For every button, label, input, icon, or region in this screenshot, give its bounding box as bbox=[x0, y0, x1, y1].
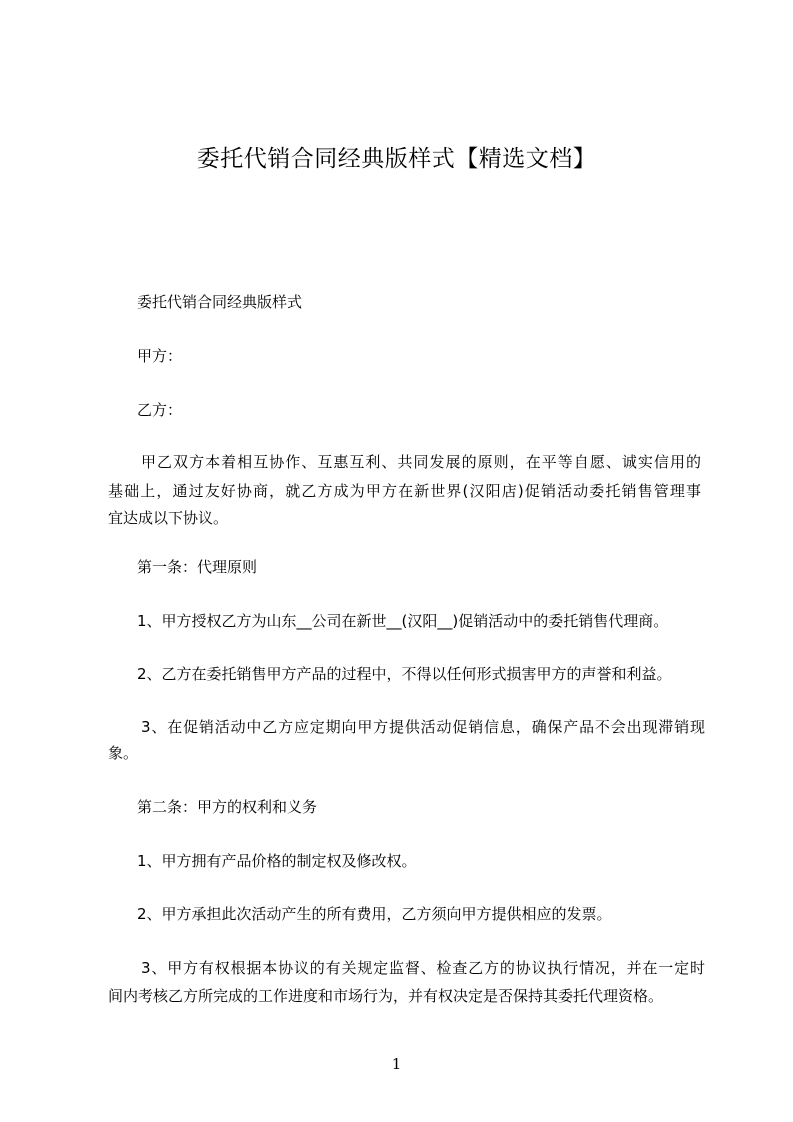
article-1-item-3-line-1: 3、在促销活动中乙方应定期向甲方提供活动促销信息，确保产品不会出现滞销现 bbox=[141, 718, 705, 736]
article-1-item-1: 1、甲方授权乙方为山东__公司在新世__(汉阳__)促销活动中的委托销售代理商。 bbox=[137, 612, 669, 630]
party-b-label: 乙方： bbox=[137, 401, 183, 419]
party-a-label: 甲方： bbox=[137, 347, 183, 365]
intro-line-3: 宜达成以下协议。 bbox=[108, 509, 229, 527]
article-2-item-3-line-2: 间内考核乙方所完成的工作进度和市场行为，并有权决定是否保持其委托代理资格。 bbox=[108, 987, 664, 1005]
article-1-item-2: 2、乙方在委托销售甲方产品的过程中，不得以任何形式损害甲方的声誉和利益。 bbox=[137, 665, 672, 683]
intro-line-1: 甲乙双方本着相互协作、互惠互利、共同发展的原则，在平等自愿、诚实信用的 bbox=[141, 453, 701, 471]
page-number: 1 bbox=[391, 1055, 402, 1073]
article-1-item-3-line-2: 象。 bbox=[108, 744, 139, 762]
document-title: 委托代销合同经典版样式【精选文档】 bbox=[196, 146, 597, 172]
article-2-heading: 第二条：甲方的权利和义务 bbox=[137, 798, 318, 816]
article-2-item-1: 1、甲方拥有产品价格的制定权及修改权。 bbox=[137, 852, 417, 870]
article-2-item-2: 2、甲方承担此次活动产生的所有费用，乙方须向甲方提供相应的发票。 bbox=[137, 905, 612, 923]
article-2-item-3-line-1: 3、甲方有权根据本协议的有关规定监督、检查乙方的协议执行情况，并在一定时 bbox=[141, 959, 705, 977]
contract-subtitle: 委托代销合同经典版样式 bbox=[137, 293, 303, 311]
article-1-heading: 第一条：代理原则 bbox=[137, 558, 258, 576]
intro-line-2: 基础上，通过友好协商，就乙方成为甲方在新世界(汉阳店)促销活动委托销售管理事 bbox=[108, 482, 701, 500]
